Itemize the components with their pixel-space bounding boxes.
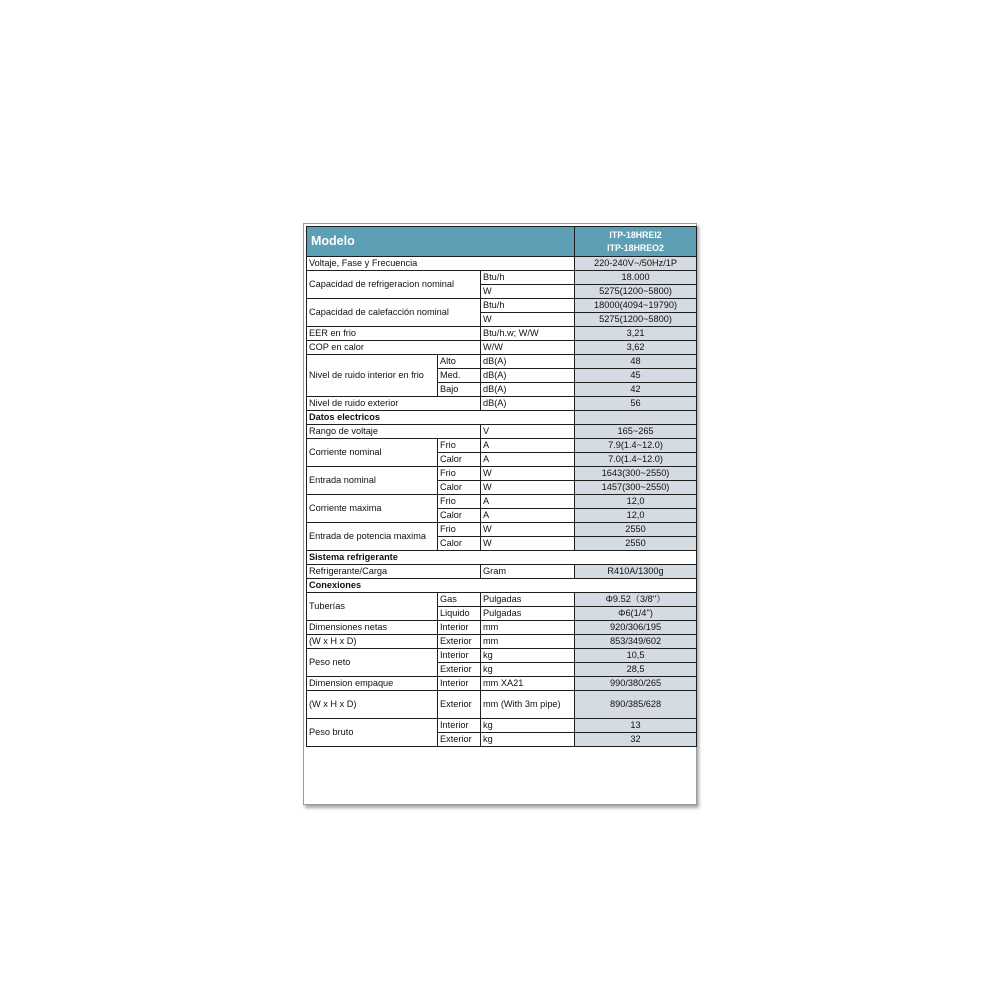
row-sublabel: Exterior: [438, 663, 481, 677]
row-value: 2550: [575, 537, 697, 551]
row-label: Corriente maxima: [307, 495, 438, 523]
row-value: 42: [575, 383, 697, 397]
table-row: [307, 649, 697, 663]
row-unit: kg: [481, 732, 575, 746]
row-unit: W: [481, 537, 575, 551]
row-sublabel: Alto: [438, 355, 481, 369]
row-value: 1457(300~2550): [575, 481, 697, 495]
row-unit: dB(A): [481, 397, 575, 411]
row-value: 853/349/602: [575, 635, 697, 649]
spec-table: [306, 226, 697, 747]
row-unit: Pulgadas: [481, 607, 575, 621]
row-sublabel: Calor: [438, 481, 481, 495]
table-row: [307, 523, 697, 537]
row-unit: W: [481, 467, 575, 481]
row-unit: A: [481, 439, 575, 453]
row-sublabel: Frio: [438, 467, 481, 481]
table-row: [307, 467, 697, 481]
table-row: [307, 439, 697, 453]
row-sublabel: Frio: [438, 523, 481, 537]
table-row: [307, 593, 697, 607]
spec-sheet: [303, 223, 697, 805]
row-value: 990/380/265: [575, 677, 697, 691]
row-unit: Btu/h: [481, 271, 575, 285]
row-value: 3,62: [575, 341, 697, 355]
row-label: Nivel de ruido exterior: [307, 397, 481, 411]
section-row: [307, 551, 697, 565]
row-sublabel: Interior: [438, 718, 481, 732]
row-label: (W x H x D): [307, 635, 438, 649]
row-sublabel: Gas: [438, 593, 481, 607]
row-unit: W: [481, 313, 575, 327]
row-value: R410A/1300g: [575, 565, 697, 579]
row-label: (W x H x D): [307, 691, 438, 719]
row-sublabel: Liquido: [438, 607, 481, 621]
header-row: [307, 227, 697, 257]
table-row: [307, 397, 697, 411]
row-value: 7.0(1.4~12.0): [575, 453, 697, 467]
table-row: [307, 621, 697, 635]
row-unit: Btu/h: [481, 299, 575, 313]
row-unit: Btu/h.w; W/W: [481, 327, 575, 341]
table-row: [307, 677, 697, 691]
row-sublabel: Calor: [438, 509, 481, 523]
row-label: Voltaje, Fase y Frecuencia: [307, 257, 575, 271]
row-value: 165~265: [575, 425, 697, 439]
row-label: Corriente nominal: [307, 439, 438, 467]
row-unit: mm: [481, 621, 575, 635]
table-row: [307, 271, 697, 285]
section-row: [307, 579, 697, 593]
row-unit: kg: [481, 649, 575, 663]
row-value: 10,5: [575, 649, 697, 663]
row-unit: W: [481, 523, 575, 537]
row-label: Dimensiones netas: [307, 621, 438, 635]
table-row: [307, 425, 697, 439]
row-unit: dB(A): [481, 369, 575, 383]
row-unit: W: [481, 481, 575, 495]
row-value: 28,5: [575, 663, 697, 677]
table-row: [307, 691, 697, 719]
row-label: Capacidad de refrigeracion nominal: [307, 271, 481, 299]
table-row: [307, 718, 697, 732]
row-unit: Pulgadas: [481, 593, 575, 607]
row-sublabel: Frio: [438, 439, 481, 453]
section-heading: Conexiones: [307, 579, 697, 593]
row-label: Peso bruto: [307, 718, 438, 746]
row-value: 32: [575, 732, 697, 746]
row-label: Entrada de potencia maxima: [307, 523, 438, 551]
model-names: [575, 227, 697, 257]
section-row: [307, 411, 697, 425]
row-sublabel: Interior: [438, 677, 481, 691]
row-value: Φ6(1/4''): [575, 607, 697, 621]
row-label: Nivel de ruido interior en frio: [307, 355, 438, 397]
row-value: Φ9.52（3/8''）: [575, 593, 697, 607]
row-value: 48: [575, 355, 697, 369]
row-label: Refrigerante/Carga: [307, 565, 481, 579]
row-value: 12,0: [575, 509, 697, 523]
row-sublabel: Interior: [438, 621, 481, 635]
row-unit: A: [481, 495, 575, 509]
row-unit: A: [481, 453, 575, 467]
row-unit: Gram: [481, 565, 575, 579]
row-value: 5275(1200~5800): [575, 313, 697, 327]
row-sublabel: Calor: [438, 537, 481, 551]
row-value: 890/385/628: [575, 691, 697, 719]
row-value: 7.9(1.4~12.0): [575, 439, 697, 453]
row-label: Peso neto: [307, 649, 438, 677]
row-unit: dB(A): [481, 383, 575, 397]
row-value: 920/306/195: [575, 621, 697, 635]
row-value: 1643(300~2550): [575, 467, 697, 481]
row-label: Entrada nominal: [307, 467, 438, 495]
row-sublabel: Exterior: [438, 732, 481, 746]
model-outdoor: ITP-18HREO2: [607, 242, 664, 253]
row-label: EER en frio: [307, 327, 481, 341]
row-sublabel: Calor: [438, 453, 481, 467]
table-row: [307, 299, 697, 313]
table-row: [307, 341, 697, 355]
row-value: 2550: [575, 523, 697, 537]
row-unit: W/W: [481, 341, 575, 355]
model-label: Modelo: [307, 227, 575, 257]
row-value: 13: [575, 718, 697, 732]
section-heading: Datos electricos: [307, 411, 575, 425]
row-value: 3,21: [575, 327, 697, 341]
row-unit: mm: [481, 635, 575, 649]
row-unit: mm (With 3m pipe): [481, 691, 575, 719]
row-sublabel: Exterior: [438, 635, 481, 649]
row-unit: kg: [481, 663, 575, 677]
row-unit: A: [481, 509, 575, 523]
model-indoor: ITP-18HREI2: [609, 229, 662, 240]
table-row: [307, 327, 697, 341]
row-value: 12,0: [575, 495, 697, 509]
row-value: 5275(1200~5800): [575, 285, 697, 299]
row-value: 18000(4094~19790): [575, 299, 697, 313]
table-row: [307, 355, 697, 369]
table-row: [307, 257, 697, 271]
row-value: 220-240V~/50Hz/1P: [575, 257, 697, 271]
row-unit: kg: [481, 718, 575, 732]
row-unit: V: [481, 425, 575, 439]
section-heading: Sistema refrigerante: [307, 551, 697, 565]
table-row: [307, 565, 697, 579]
row-value: 56: [575, 397, 697, 411]
row-label: Rango de voltaje: [307, 425, 481, 439]
row-unit: W: [481, 285, 575, 299]
row-label: Dimension empaque: [307, 677, 438, 691]
row-label: Tuberías: [307, 593, 438, 621]
row-sublabel: Med.: [438, 369, 481, 383]
row-label: Capacidad de calefacción nominal: [307, 299, 481, 327]
row-sublabel: Bajo: [438, 383, 481, 397]
row-sublabel: Exterior: [438, 691, 481, 719]
table-row: [307, 495, 697, 509]
row-sublabel: Interior: [438, 649, 481, 663]
row-value-empty: [575, 411, 697, 425]
row-label: COP en calor: [307, 341, 481, 355]
row-sublabel: Frio: [438, 495, 481, 509]
row-value: 45: [575, 369, 697, 383]
row-unit: mm XA21: [481, 677, 575, 691]
row-value: 18.000: [575, 271, 697, 285]
table-row: [307, 635, 697, 649]
row-unit: dB(A): [481, 355, 575, 369]
